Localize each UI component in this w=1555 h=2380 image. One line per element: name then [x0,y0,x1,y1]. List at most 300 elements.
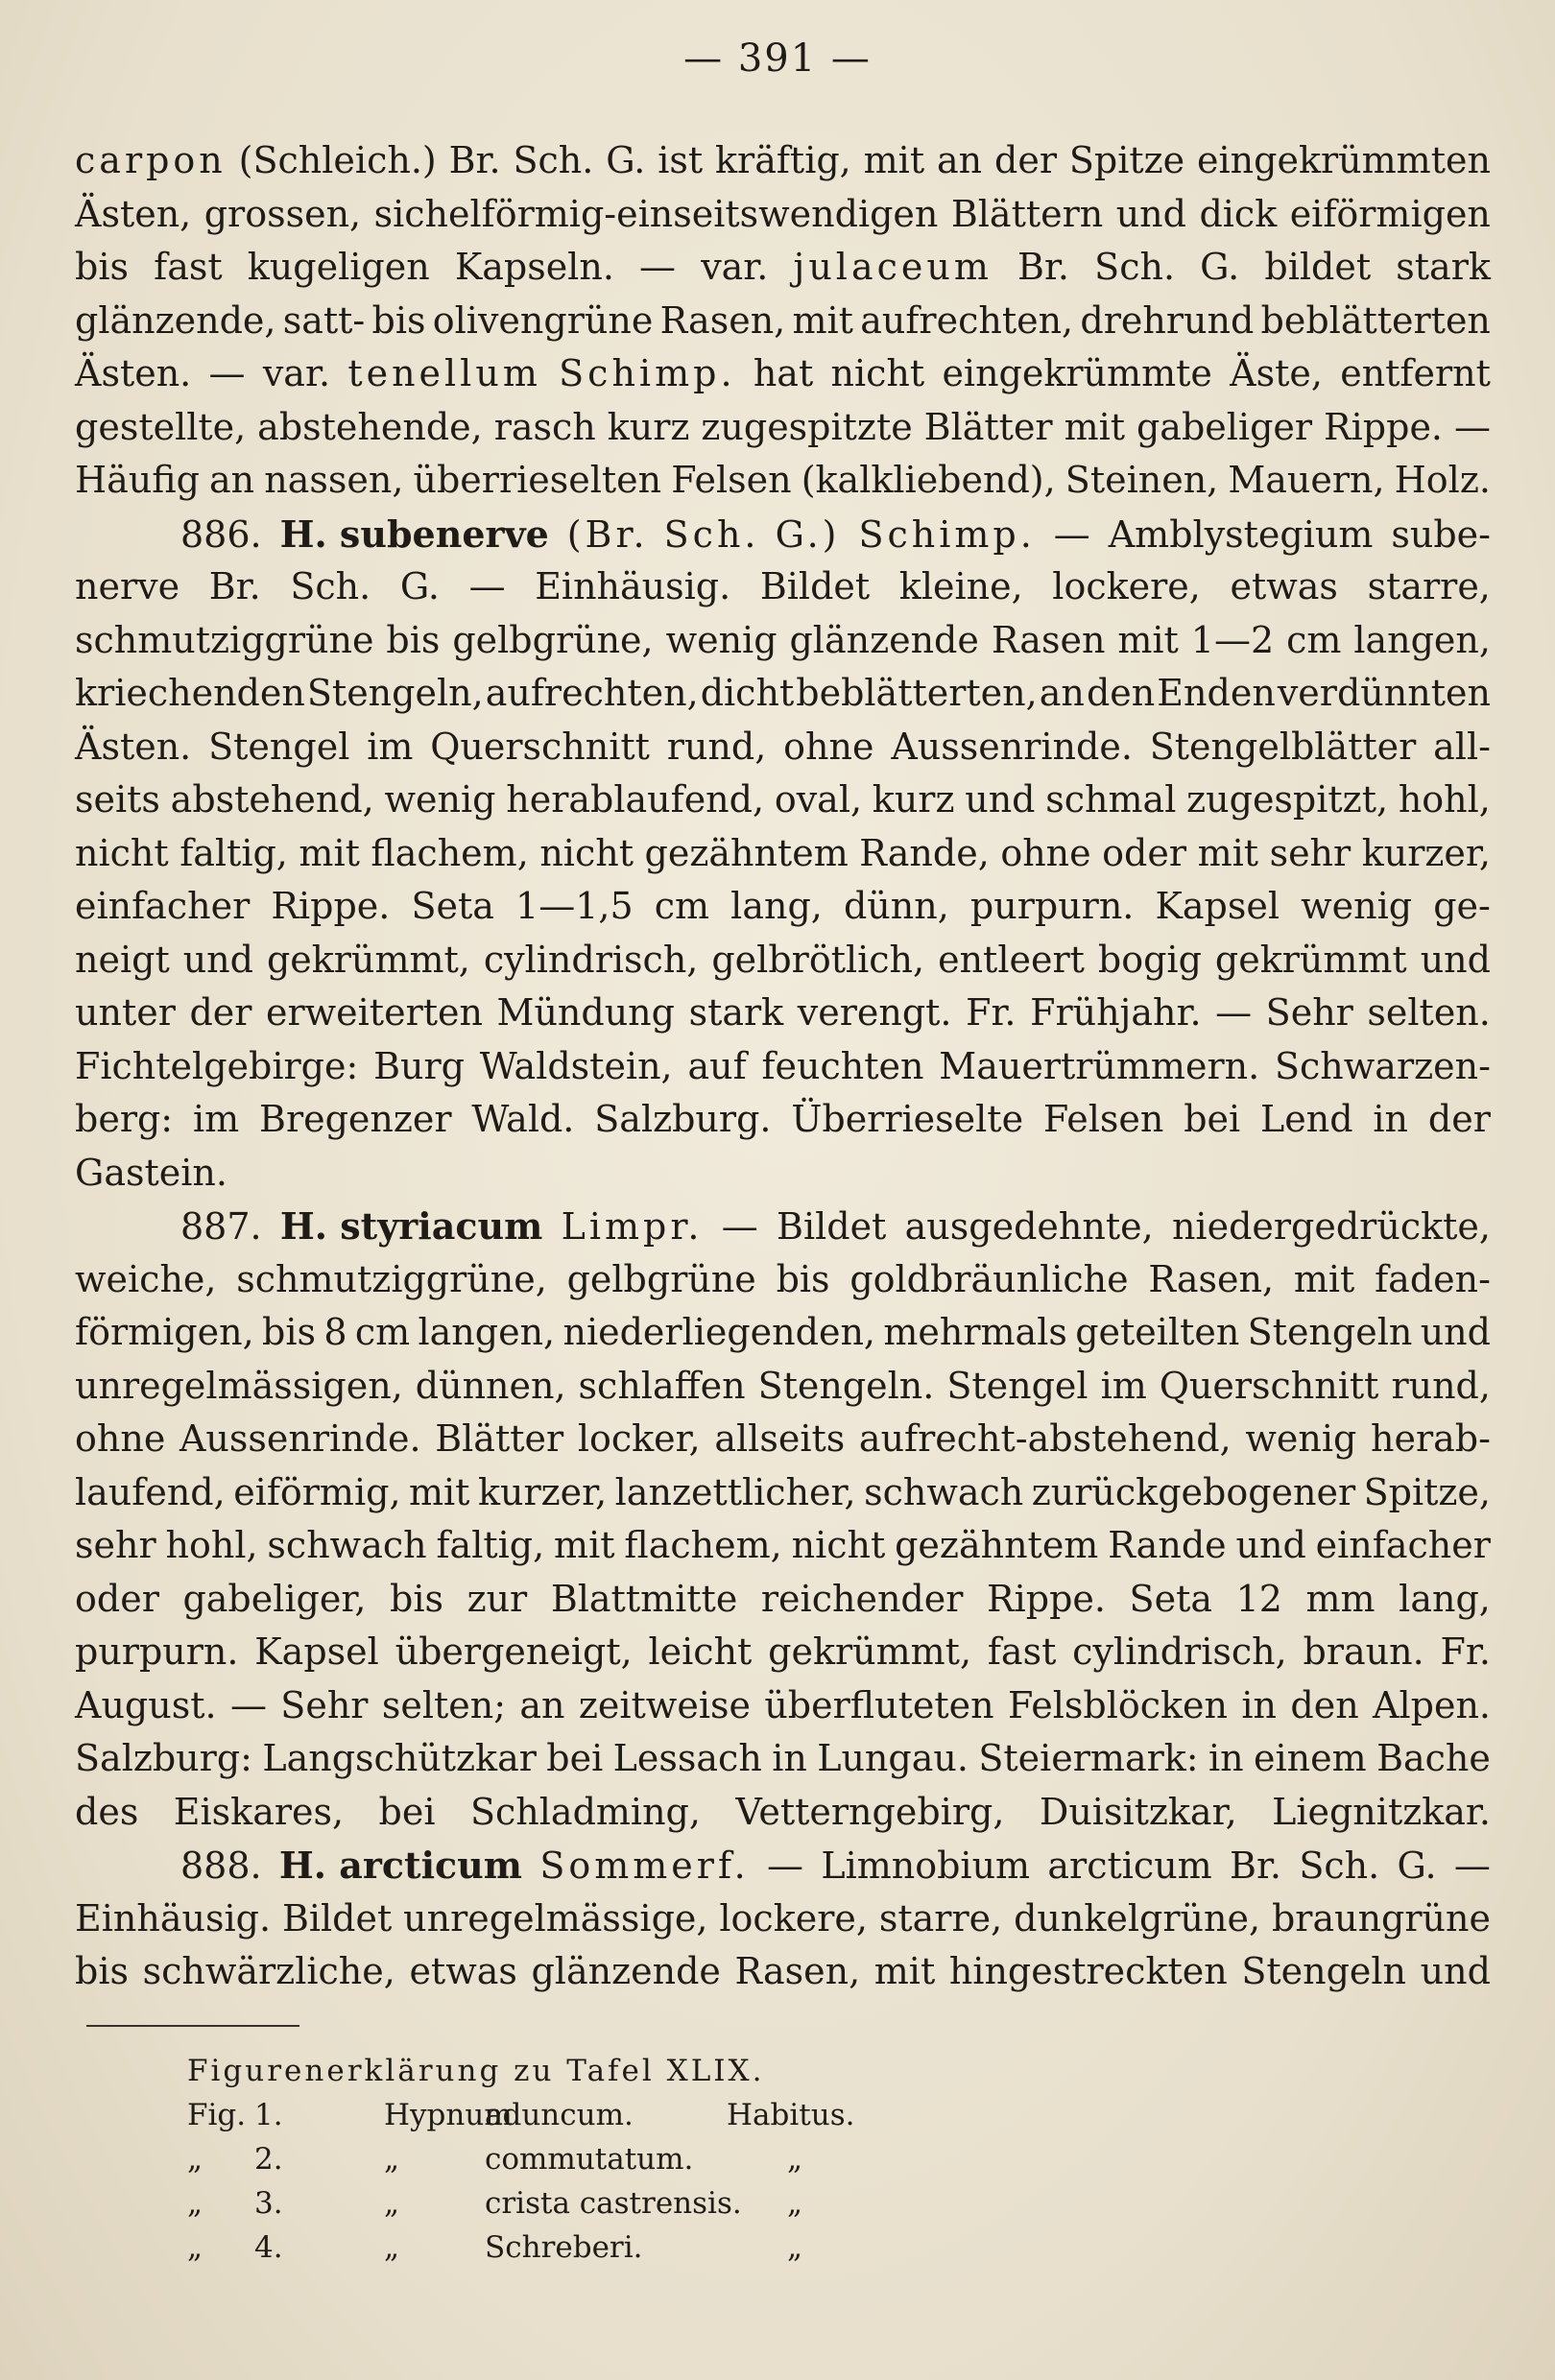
legend-cell: 2. [254,2142,283,2177]
legend-cell: Habitus. [727,2098,855,2132]
word: verengt. [797,991,952,1034]
word: hingestreckten [948,1950,1228,1992]
text-line [75,1311,1491,1365]
word: neigt [75,938,170,981]
word: rasch [493,405,596,448]
word: in [772,1737,807,1779]
word: 1—1,5 [515,885,634,927]
word: Spitze [1068,139,1185,181]
word: eiförmig, [233,1470,401,1513]
word: flachem, [371,831,529,874]
word: gelbgrüne, [452,618,654,661]
word: Eiskares, [173,1790,345,1833]
word: arcticum [1047,1844,1212,1887]
word: laufend, [75,1470,226,1513]
word: nicht [539,831,634,874]
word: braungrüne [1271,1896,1491,1940]
word: sehr [1269,831,1352,874]
word: langen, [418,1311,556,1353]
word: Frühjahr. [1030,991,1202,1034]
word: mit [1293,1257,1355,1300]
word: — [1215,991,1253,1034]
word: einfacher [1315,1524,1491,1566]
word: Bregenzer [259,1098,452,1140]
word: braun. [1303,1630,1424,1673]
word: entfernt [1340,352,1491,394]
word: etwas [409,1950,517,1992]
word: gezähntem [895,1524,1099,1566]
legend-cell: commutatum. [485,2142,694,2177]
word: Stengelblätter [1149,725,1417,768]
legend-row [187,2230,917,2274]
word: faltig, [179,831,288,874]
word: 886. [180,512,262,556]
text-line [75,619,1491,673]
word: wenig [1301,885,1413,927]
word: bis [776,1257,830,1300]
word: Stengel [946,1364,1088,1407]
word: sichelförmig-einseitswendigen [373,192,939,235]
word: faden- [1375,1257,1491,1300]
word: purpurn. [969,885,1135,927]
text-line [75,672,1491,726]
word: übergeneigt, [395,1630,633,1673]
word: Bildet [777,1205,887,1248]
word: bei [378,1790,436,1833]
word: — [639,246,677,288]
word: Gastein. [75,1151,227,1194]
text-line [75,1365,1491,1418]
word: Fr. [966,991,1017,1034]
text-line [75,565,1491,619]
word: eingekrümmte [942,352,1212,394]
word: niedergedrückte, [1171,1205,1491,1248]
word: bis [371,298,426,342]
word: Spitze, [1363,1470,1491,1513]
word: Ästen. [75,352,192,394]
word: aufrechten, [860,298,1074,342]
word: mit [792,298,853,342]
word: aufrecht-abstehend, [858,1417,1232,1460]
word: mit [299,831,360,874]
word: dünnen, [415,1364,566,1407]
word: feuchten [761,1044,924,1087]
word: rund, [666,725,767,768]
word: nicht [75,831,169,874]
word: bis [75,246,129,288]
word: purpurn. [75,1630,239,1673]
word: gekrümmt [1214,938,1407,981]
word: Überrieselte [791,1098,1024,1140]
text-line [75,299,1491,353]
text-line [75,885,1491,939]
word: etwas [1230,565,1338,607]
word: der [189,991,252,1034]
text-line [75,1098,1491,1152]
word: glänzende, [75,298,276,342]
text-line [75,193,1491,247]
word: bis [386,618,441,661]
legend-cell: aduncum. [485,2098,634,2132]
legend-cell: „ [384,2142,400,2177]
text-line [75,1737,1491,1791]
text-line [75,1417,1491,1471]
word: an [209,459,255,501]
species-name: H. styriacum [279,1204,543,1248]
word: selten. [1367,991,1491,1034]
word: leicht [648,1630,753,1673]
word: schlaffen [578,1364,746,1407]
word: sube- [1391,512,1491,556]
text-line [75,1524,1491,1578]
text-line [75,352,1491,406]
legend-cell: „ [384,2230,400,2265]
word: lang, [1399,1577,1491,1620]
word: schmutziggrüne, [236,1257,547,1300]
word: schwach [267,1524,427,1566]
word: überfluteten [764,1683,994,1726]
word: und [1420,1950,1491,1992]
word: — [468,565,506,607]
word: Rippe. [271,885,391,927]
word: Rande, [859,831,990,874]
text-line [75,1204,1491,1258]
word: G. [1200,246,1240,288]
word: Querschnitt [1159,1364,1379,1407]
legend-row [187,2186,917,2230]
word: reichender [760,1577,964,1620]
word: nicht [830,352,925,394]
word: Felsen [1042,1098,1164,1140]
word: 887. [180,1205,262,1248]
text-line [75,459,1491,512]
word: sehr [75,1524,156,1566]
word: oder [75,1577,159,1620]
text-line [75,1630,1491,1684]
word: Bildet [281,1896,393,1940]
word: — [721,1205,758,1248]
text-line [75,406,1491,460]
word: überrieselten [413,459,662,501]
word: aufrechten, [485,672,699,714]
text-line [75,991,1491,1045]
word: im [1100,1364,1147,1407]
word: Stengel [208,725,350,768]
word: Salzburg: [75,1737,252,1779]
word: gekrümmt, [768,1630,972,1673]
figure-legend [187,2054,917,2274]
legend-cell: crista castrensis. [485,2186,742,2221]
text-line [75,512,1491,566]
word: und [965,778,1036,821]
word: fast [987,1630,1057,1673]
word: in [1241,1683,1278,1726]
word: ge- [1433,885,1491,927]
legend-cell: Hypnum [384,2098,513,2132]
word: cm [354,1311,411,1353]
text-line [75,1152,1491,1205]
legend-cell: 4. [254,2230,283,2265]
word: gabeliger [1136,405,1313,448]
word: cm [654,885,710,927]
word: entleert [938,938,1085,981]
word: Bildet [759,565,871,607]
word: mit [863,139,925,181]
word: tenellum [347,352,541,394]
word: Kapsel [1155,885,1280,927]
legend-cell: „ [384,2186,400,2221]
word: Vetterngebirg, [735,1790,1005,1833]
word: verdünnten [1277,672,1491,714]
word: Sch. [1094,246,1176,288]
word: julaceum [793,246,993,288]
word: der [1427,1098,1491,1140]
word: Ästen. [75,725,192,768]
word: zeitweise [578,1683,751,1726]
body-text [75,139,1491,2004]
word: rund, [1391,1364,1491,1407]
word: Rande [1108,1524,1227,1566]
word: Lessach [612,1737,762,1779]
word: herablaufend, [506,778,765,821]
word: einfacher [75,885,251,927]
word: Kapseln. [454,246,614,288]
word: Limnobium [821,1844,1031,1887]
word: und [1115,192,1186,235]
word: Stengeln [1241,1950,1407,1992]
word: Enden [1157,672,1276,714]
word: auf [687,1044,747,1087]
word: in [1208,1737,1244,1779]
text-line [75,246,1491,299]
species-name: H. subenerve [279,512,549,556]
word: hohl, [165,1524,258,1566]
word: den [1290,1683,1359,1726]
word: (Schleich.) [238,139,437,181]
word: und [1420,1311,1491,1353]
word: — [1453,405,1491,448]
legend-title: Figurenerklärung zu Tafel XLIX. [187,2054,765,2088]
word: zugespitzt, [1186,778,1389,821]
word: kleine, [898,565,1023,607]
word: Lungau. [817,1737,969,1779]
word: Blattmitte [550,1577,738,1620]
word: flachem, [624,1524,782,1566]
word: ohne [783,725,874,768]
word: Kapsel [254,1630,379,1673]
word: erweiterten [265,991,483,1034]
word: Schimp. [559,352,736,394]
word: kurz [607,405,690,448]
word: bogig [1097,938,1202,981]
word: dick [1199,192,1278,235]
word: selten; [381,1683,507,1726]
legend-cell: Schreberi. [485,2230,643,2265]
word: 8 [323,1311,347,1353]
legend-cell: „ [787,2142,803,2177]
word: Duisitzkar, [1039,1790,1237,1833]
word: cylindrisch, [483,938,699,981]
word: var. [262,352,331,394]
word: allseits [714,1417,846,1460]
word: nerve [75,565,180,607]
word: hohl, [1398,778,1491,821]
word: weiche, [75,1257,217,1300]
word: cm [1286,618,1342,661]
word: August. [75,1683,217,1726]
word: Limpr. [561,1205,704,1248]
text-line [75,726,1491,779]
word: seits [75,778,160,821]
word: oval, [774,778,863,821]
word: satt- [282,298,366,342]
word: im [192,1098,240,1140]
word: Sehr [1265,991,1353,1034]
word: starre, [1367,565,1491,607]
word: mit [409,1470,470,1513]
word: gestellte, [75,405,247,448]
word: mit [1197,831,1259,874]
word: dunkelgrüne, [1014,1896,1261,1940]
word: var. [701,246,769,288]
word: Stengeln, [306,672,484,714]
word: mit [554,1524,615,1566]
word: schmal [1045,778,1177,821]
word: Bache [1376,1737,1491,1779]
word: Felsen [671,459,792,501]
word: Holz. [1394,459,1491,501]
word: olivengrüne [432,298,654,342]
word: ist [658,139,704,181]
word: an [1039,672,1085,714]
word: gelbrötlich, [711,938,925,981]
word: Felsblöcken [1007,1683,1229,1726]
word: Salzburg. [594,1098,772,1140]
word: G. [399,565,440,607]
page-number: — 391 — [683,36,872,81]
word: Sch. [1299,1844,1380,1887]
word: Fr. [1440,1630,1491,1673]
legend-cell: „ [787,2230,803,2265]
word: berg: [75,1098,174,1140]
legend-cell: „ [187,2186,203,2221]
word: kurz [872,778,955,821]
word: unter [75,991,176,1034]
text-line [75,1684,1491,1738]
word: beblätterten [1260,298,1491,342]
word: Äste, [1230,352,1323,394]
word: Blätter [435,1417,564,1460]
word: und [1235,1524,1306,1566]
word: Rasen, [1148,1257,1275,1300]
word: Schladming, [469,1790,701,1833]
text-line [75,1950,1491,2004]
word: Sommerf. [539,1844,750,1887]
word: abstehend, [170,778,374,821]
word: zugespitzte [701,405,913,448]
word: und [182,938,253,981]
word: wenig [1245,1417,1357,1460]
word: Burg [373,1044,465,1087]
word: Schimp. [858,512,1036,556]
word: — [1453,1844,1491,1887]
text-line [75,1258,1491,1312]
word: 1—2 [1190,618,1275,661]
word: Aussenrinde. [179,1417,421,1460]
word: all- [1433,725,1491,768]
word: schwach [864,1470,1024,1513]
word: gelbgrüne [566,1257,756,1300]
word: geteilten [1075,1311,1240,1353]
word: fast [154,246,223,288]
word: den [1086,672,1156,714]
legend-cell: „ [787,2186,803,2221]
word: — [1053,512,1090,556]
word: G. [606,139,646,181]
word: Br. [1230,1844,1282,1887]
word: zur [466,1577,528,1620]
text-line [75,1844,1491,1897]
word: (kalkliebend), [801,459,1056,501]
word: gezähntem [644,831,849,874]
text-line [75,139,1491,193]
word: Blättern [950,192,1104,235]
species-name: H. arcticum [278,1844,523,1887]
word: Rippe. [986,1577,1106,1620]
word: Blätter [923,405,1053,448]
word: und [1420,938,1491,981]
word: G. [1397,1844,1437,1887]
word: stark [1396,246,1491,288]
legend-cell: „ [187,2230,203,2265]
text-line [75,1791,1491,1844]
legend-cell: 1. [254,2098,283,2132]
word: starre, [878,1896,1003,1940]
word: Lend [1260,1098,1353,1140]
word: einem [1254,1737,1367,1779]
word: 888. [180,1844,262,1887]
word: Steinen, [1065,459,1219,501]
word: oder [1102,831,1187,874]
word: unregelmässigen, [75,1364,403,1407]
word: förmigen, [75,1311,254,1353]
word: — [208,352,246,394]
word: des [75,1790,139,1833]
word: Mauern, [1228,459,1385,501]
word: Einhäusig. [535,565,731,607]
word: mit [1064,405,1126,448]
word: bildet [1264,246,1372,288]
word: schmutziggrüne [75,618,374,661]
word: kurzer, [1361,831,1491,874]
word: (Br. Sch. G.) [566,512,841,556]
word: eiförmigen [1289,192,1491,235]
word: glänzende [531,1950,721,1992]
word: Fichtelgebirge: [75,1044,359,1087]
word: Sch. [290,565,371,607]
word: bei [546,1737,604,1779]
text-line [75,778,1491,832]
text-line [75,1578,1491,1631]
word: Sch. [513,139,594,181]
word: kugeligen [247,246,430,288]
word: Alpen. [1373,1683,1491,1726]
word: kräftig, [715,139,851,181]
word: locker, [577,1417,701,1460]
word: Rasen, [734,1950,861,1992]
word: Mündung [496,991,675,1034]
word: abstehende, [257,405,483,448]
